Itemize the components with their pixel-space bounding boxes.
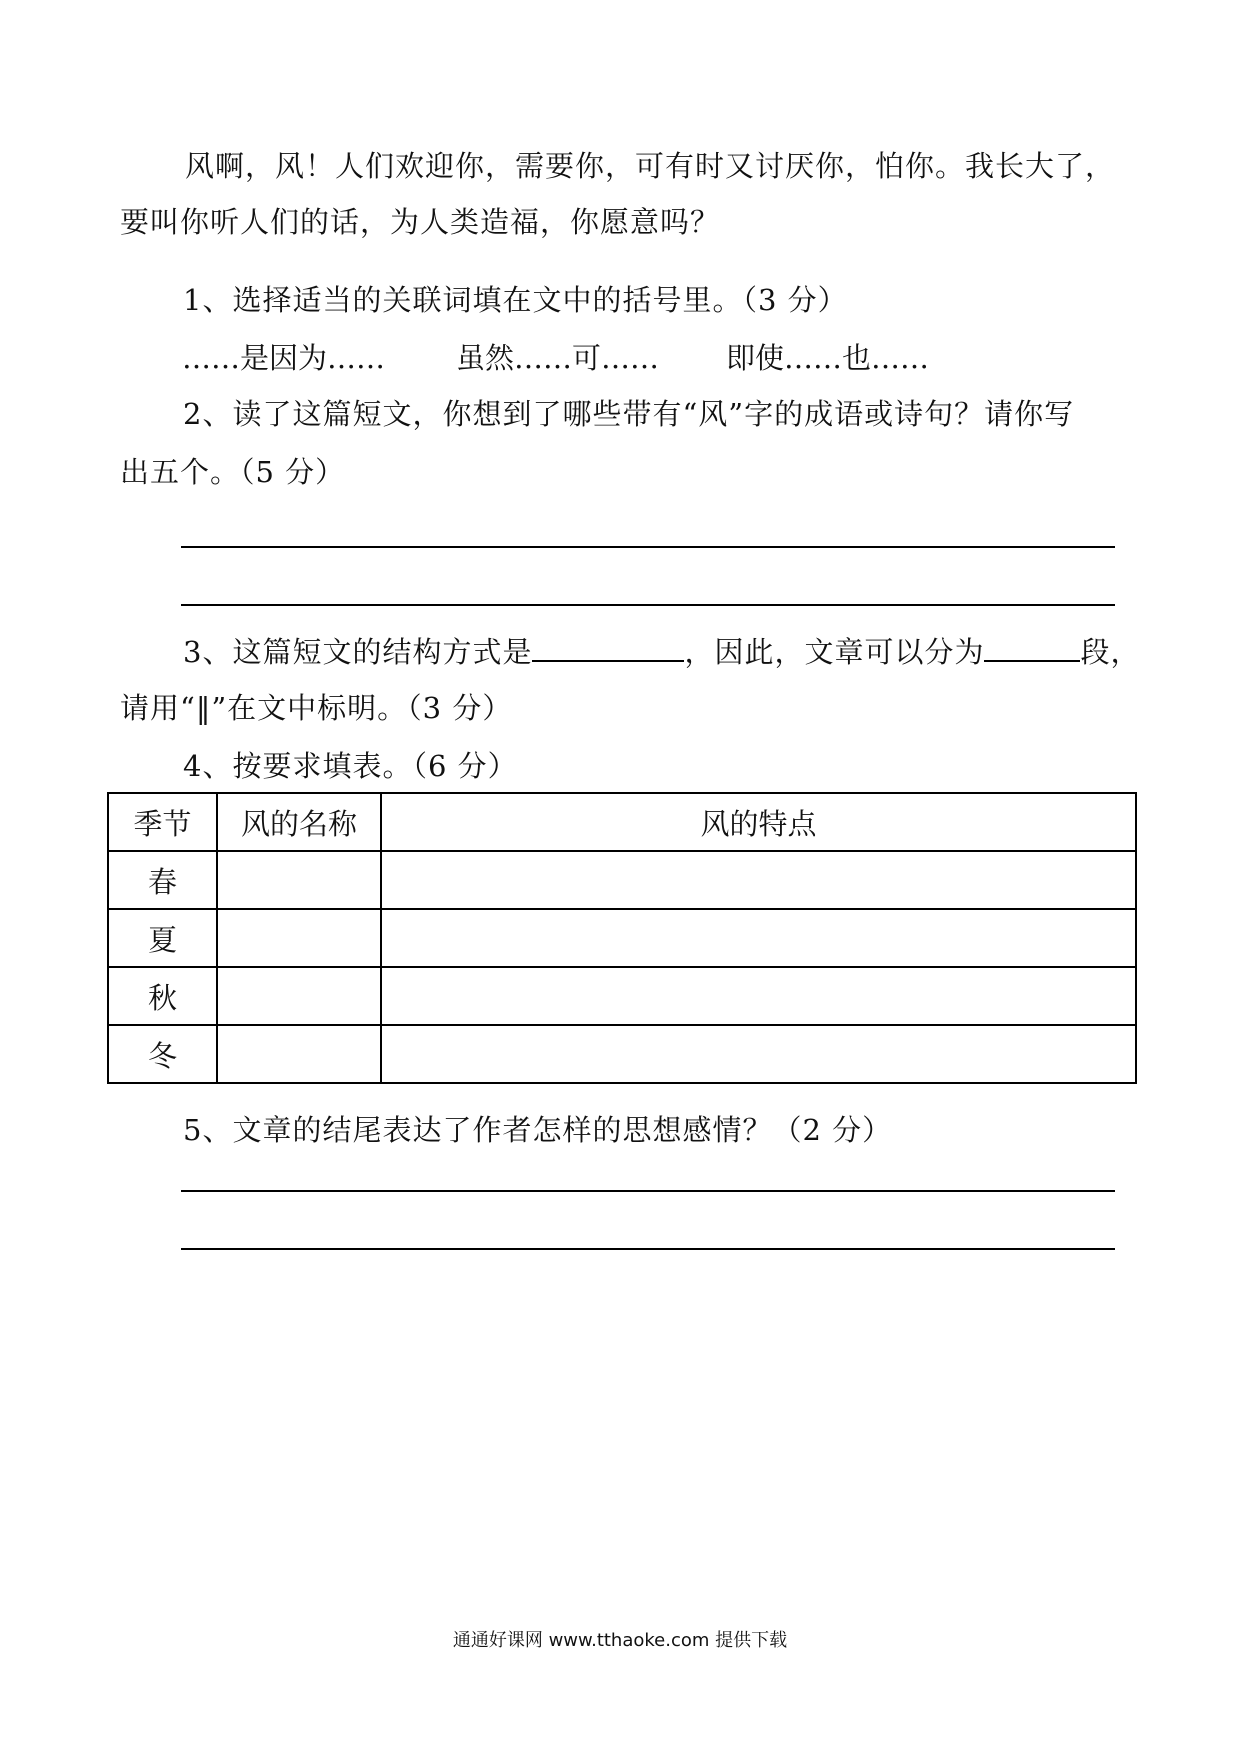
table-header-row xyxy=(108,793,1136,851)
table-row xyxy=(108,967,1136,1025)
wind-feature-cell[interactable] xyxy=(381,851,1136,909)
wind-feature-cell[interactable] xyxy=(381,909,1136,967)
wind-name-cell[interactable] xyxy=(217,909,381,967)
wind-name-cell[interactable] xyxy=(217,967,381,1025)
question-5: 5、文章的结尾表达了作者怎样的思想感情？（2 分） xyxy=(183,1113,893,1147)
q5-answer-line-2[interactable] xyxy=(181,1248,1115,1250)
season-winter: 冬 xyxy=(108,1025,217,1083)
wind-name-cell[interactable] xyxy=(217,1025,381,1083)
question-4: 4、按要求填表。（6 分） xyxy=(183,749,518,783)
season-autumn: 秋 xyxy=(108,967,217,1025)
question-1: 1、选择适当的关联词填在文中的括号里。（3 分） xyxy=(183,283,848,317)
q3-text-part-2: ，因此，文章可以分为 xyxy=(684,635,985,669)
q5-answer-line-1[interactable] xyxy=(181,1190,1115,1192)
conjunction-option-2: 虽然……可…… xyxy=(456,341,660,375)
season-summer: 夏 xyxy=(108,909,217,967)
page-footer: 通通好课网 www.tthaoke.com 提供下载 xyxy=(452,1630,788,1651)
q3-text-part-1: 3、这篇短文的结构方式是 xyxy=(183,635,533,669)
wind-name-cell[interactable] xyxy=(217,851,381,909)
passage-line-2: 要叫你听人们的话，为人类造福，你愿意吗？ xyxy=(120,205,721,239)
question-3-line-2: 请用“‖”在文中标明。（3 分） xyxy=(120,691,513,725)
wind-feature-cell[interactable] xyxy=(381,1025,1136,1083)
q3-text-part-3: 段， xyxy=(1080,635,1141,669)
q2-answer-line-1[interactable] xyxy=(181,546,1115,548)
conjunction-option-1: ……是因为…… xyxy=(182,341,386,375)
wind-feature-cell[interactable] xyxy=(381,967,1136,1025)
season-spring: 春 xyxy=(108,851,217,909)
table-row xyxy=(108,851,1136,909)
table-row xyxy=(108,909,1136,967)
header-season: 季节 xyxy=(108,793,217,851)
wind-season-table xyxy=(107,792,1137,1084)
table-row xyxy=(108,1025,1136,1083)
header-wind-feature: 风的特点 xyxy=(381,793,1136,851)
q3-sections-blank[interactable] xyxy=(984,630,1080,662)
header-wind-name: 风的名称 xyxy=(217,793,381,851)
q2-answer-line-2[interactable] xyxy=(181,604,1115,606)
conjunction-option-3: 即使……也…… xyxy=(726,341,930,375)
question-3-line-1 xyxy=(183,630,1140,672)
question-2-line-2: 出五个。（5 分） xyxy=(120,455,346,489)
passage-line-1: 风啊，风！人们欢迎你，需要你，可有时又讨厌你，怕你。我长大了， xyxy=(185,149,1116,183)
q3-structure-blank[interactable] xyxy=(532,630,684,662)
question-2-line-1: 2、读了这篇短文，你想到了哪些带有“风”字的成语或诗句？请你写 xyxy=(183,397,1075,431)
